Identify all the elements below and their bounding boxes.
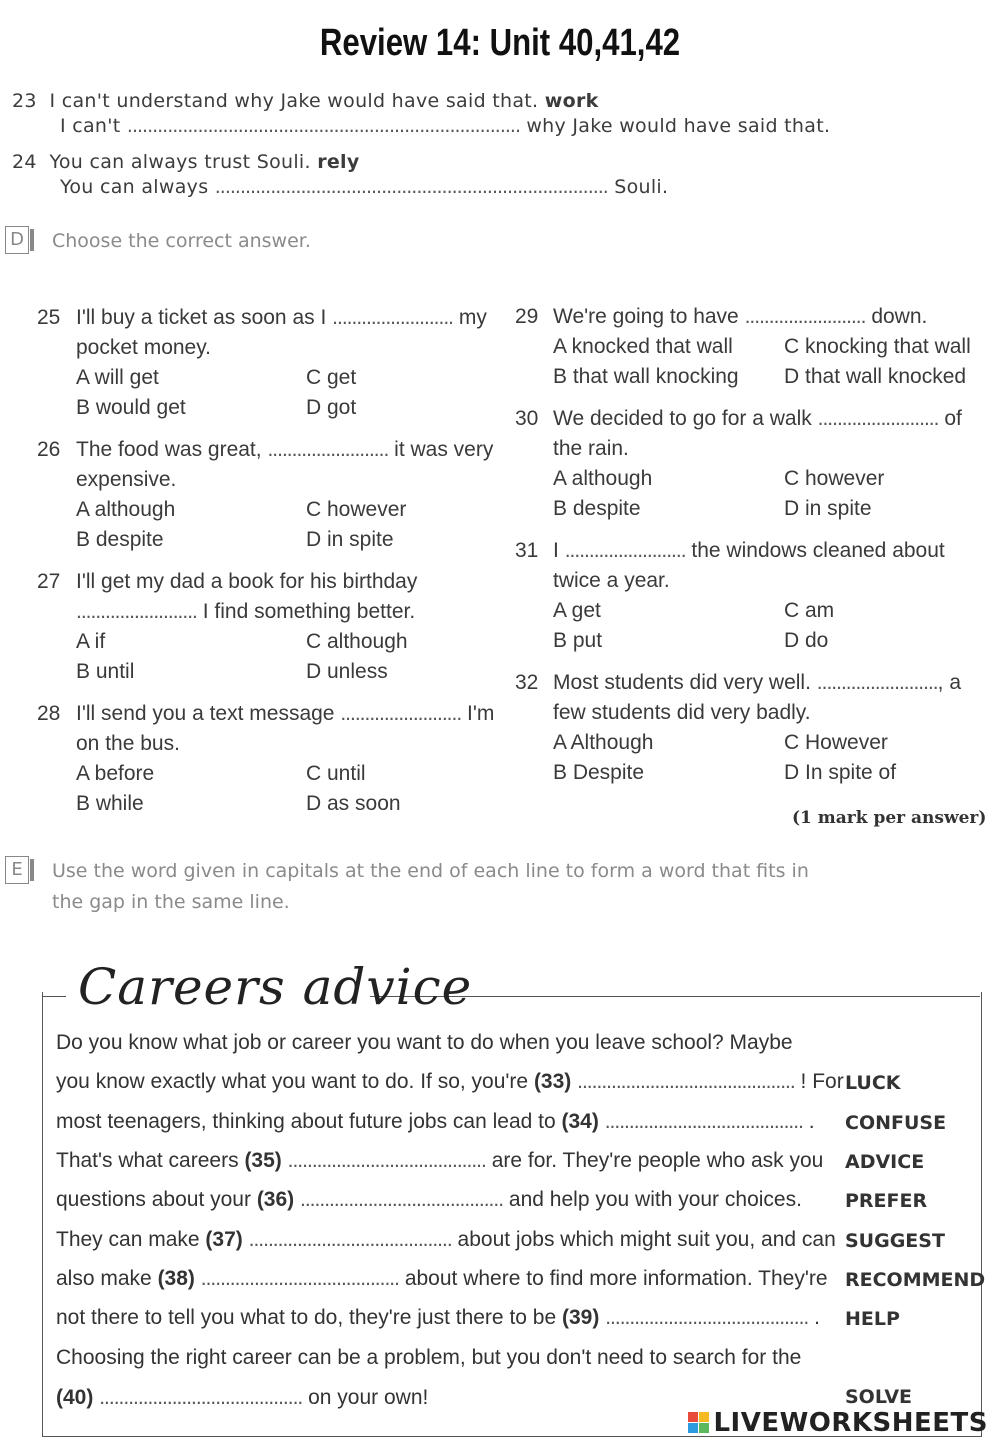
careers-box [42,992,982,1437]
question-text: down. [871,305,928,328]
answer-gap-25[interactable]: ......................... [332,306,454,329]
question-text: We're going to have [553,305,739,328]
sentence-end: why Jake would have said that. [526,115,831,137]
option-a[interactable]: A knocked that wall [553,335,733,358]
option-a[interactable]: A get [553,599,601,622]
option-d[interactable]: D do [784,629,829,652]
option-b[interactable]: B would get [76,396,186,419]
question-number: 26 [37,438,61,461]
answer-gap-23[interactable]: .............................................................................. [126,115,520,137]
capitals-word: RECOMMEND [845,1269,986,1291]
text: questions about your [56,1188,251,1211]
option-c[interactable]: C until [306,762,366,785]
section-e-instruction-line1: Use the word given in capitals at the end of each line to form a word that fits in [52,860,809,882]
option-d[interactable]: D as soon [306,792,401,815]
question-text: The food was great, [76,438,262,461]
question-30-line1 [553,407,962,431]
option-d[interactable]: D unless [306,660,388,683]
text-line: Do you know what job or career you want to do when you leave school? Maybe [56,1031,793,1054]
text: are for. They're people who ask you [491,1149,824,1172]
option-b[interactable]: B put [553,629,603,652]
answer-gap-24[interactable]: .............................................................................. [214,176,608,198]
question-27-line2 [76,600,415,624]
question-number: 25 [37,306,61,329]
option-a[interactable]: A will get [76,366,159,389]
text-line [56,1110,815,1134]
question-text: I'm [467,702,495,725]
capitals-word: LUCK [845,1072,901,1094]
text-line [56,1228,836,1252]
answer-gap-31[interactable]: ......................... [564,539,686,562]
text: not there to tell you what to do, they're just there to be [56,1306,557,1329]
logo-icon [688,1412,710,1434]
option-c[interactable]: C knocking that wall [784,335,971,358]
text-line [56,1386,428,1410]
text: . [814,1306,820,1329]
question-text: I'll buy a ticket as soon as I [76,306,327,329]
answer-gap-38[interactable]: ......................................... [200,1267,399,1290]
answer-gap-39[interactable]: .......................................... [605,1306,809,1329]
question-text: on the bus. [76,732,180,755]
text: on your own! [308,1386,429,1409]
option-c[interactable]: C get [306,366,357,389]
question-32-line1 [553,671,961,695]
answer-gap-30[interactable]: ......................... [817,407,939,430]
question-number: 30 [515,407,539,430]
question-number: 24 [12,151,37,173]
text-line [56,1188,802,1212]
question-number: 28 [37,702,61,725]
question-text: , a [937,671,962,694]
option-b[interactable]: B Despite [553,761,645,784]
option-a[interactable]: A before [76,762,155,785]
section-e-instruction-line2: the gap in the same line. [52,891,290,913]
answer-gap-36[interactable]: .......................................... [300,1188,504,1211]
answer-gap-33[interactable]: ............................................. [577,1070,795,1093]
answer-gap-40[interactable]: .......................................... [99,1386,303,1409]
answer-gap-27[interactable]: ......................... [76,600,197,623]
text: That's what careers [56,1149,239,1172]
gap-number: (40) [56,1386,94,1409]
option-a[interactable]: A if [76,630,106,653]
option-d[interactable]: D in spite [784,497,872,520]
question-24-line1 [12,151,360,173]
question-text: it was very [394,438,494,461]
question-text: twice a year. [553,569,670,592]
option-b[interactable]: B that wall knocking [553,365,739,388]
option-b[interactable]: B while [76,792,144,815]
option-d[interactable]: D that wall knocked [784,365,967,388]
question-number: 23 [12,90,37,112]
text: most teenagers, thinking about future jobs can lead to [56,1110,556,1133]
option-a[interactable]: A although [76,498,176,521]
question-29-line1 [553,305,927,329]
option-b[interactable]: B until [76,660,135,683]
text-line [56,1306,820,1330]
option-d[interactable]: D In spite of [784,761,897,784]
question-number: 27 [37,570,61,593]
option-b[interactable]: B despite [76,528,164,551]
section-d-label: D [5,226,29,254]
option-b[interactable]: B despite [553,497,641,520]
capitals-word: HELP [845,1308,900,1330]
capitals-word: PREFER [845,1190,928,1212]
question-number: 32 [515,671,539,694]
question-text: my [458,306,487,329]
question-text: pocket money. [76,336,212,359]
option-c[interactable]: C am [784,599,835,622]
question-sentence: You can always trust Souli. [49,151,311,173]
question-text: few students did very badly. [553,701,811,724]
question-number: 29 [515,305,539,328]
divider [42,996,66,997]
capitals-word: ADVICE [845,1151,925,1173]
gap-number: (35) [244,1149,282,1172]
answer-gap-37[interactable]: .......................................... [248,1228,452,1251]
text: you know exactly what you want to do. If so, you're [56,1070,529,1093]
gap-number: (36) [256,1188,295,1211]
question-24-line2 [60,176,668,198]
answer-gap-28[interactable]: ......................... [340,702,462,725]
text: also make [56,1267,152,1290]
question-26-line1 [76,438,493,462]
question-28-line1 [76,702,494,726]
text: . [808,1110,815,1133]
text-line: Choosing the right career can be a problem, but you don't need to search for the [56,1346,802,1369]
sentence-start: You can always [60,176,209,198]
question-text: the windows cleaned about [691,539,945,562]
page-title: Review 14: Unit 40,41,42 [319,22,681,64]
question-text: We decided to go for a walk [553,407,812,430]
sentence-start: I can't [60,115,121,137]
option-c[interactable]: C However [784,731,888,754]
keyword: rely [317,151,360,173]
capitals-word: SOLVE [845,1386,913,1408]
answer-gap-26[interactable]: ......................... [267,438,389,461]
answer-gap-32[interactable]: ......................... [816,671,938,694]
text-line [56,1070,844,1094]
option-c[interactable]: C although [306,630,408,653]
text: They can make [56,1228,200,1251]
logo-text: LIVEWORKSHEETS [713,1408,988,1438]
capitals-word: SUGGEST [845,1230,945,1252]
section-d-instruction: Choose the correct answer. [52,230,311,252]
question-31-line1 [553,539,945,563]
marks-note: (1 mark per answer) [792,808,987,828]
question-text: expensive. [76,468,177,491]
keyword: work [544,90,599,112]
question-number: 31 [515,539,539,562]
text: and help you with your choices. [508,1188,802,1211]
question-text: of [944,407,962,430]
question-text: I'll send you a text message [76,702,335,725]
capitals-word: CONFUSE [845,1112,947,1134]
careers-title: Careers advice [78,958,473,1016]
text: ! For [800,1070,844,1093]
question-text: I'll get my dad a book for his birthday [76,570,418,593]
sentence-end: Souli. [614,176,669,198]
question-text: the rain. [553,437,629,460]
question-text: I find something better. [202,600,416,623]
option-c[interactable]: C however [784,467,885,490]
question-text: Most students did very well. [553,671,811,694]
text: about where to find more information. They're [404,1267,828,1290]
option-a[interactable]: A although [553,467,653,490]
answer-gap-29[interactable]: ......................... [744,305,866,328]
option-a[interactable]: A Although [553,731,654,754]
question-23-line2 [60,115,830,137]
question-sentence: I can't understand why Jake would have said that. [49,90,539,112]
answer-gap-35[interactable]: ......................................... [287,1149,486,1172]
gap-number: (37) [205,1228,243,1251]
text-line [56,1149,823,1173]
section-e-label: E [5,856,29,884]
text-line [56,1267,828,1291]
question-text: I [553,539,559,562]
answer-gap-34[interactable]: ......................................... [604,1110,803,1133]
liveworksheets-logo [688,1408,988,1438]
gap-number: (33) [533,1070,572,1093]
text: about jobs which might suit you, and can [457,1228,836,1251]
question-23-line1 [12,90,599,112]
gap-number: (39) [562,1306,600,1329]
question-25-line1 [76,306,487,330]
option-d[interactable]: D in spite [306,528,394,551]
option-c[interactable]: C however [306,498,407,521]
gap-number: (38) [157,1267,195,1290]
gap-number: (34) [561,1110,599,1133]
option-d[interactable]: D got [306,396,357,419]
